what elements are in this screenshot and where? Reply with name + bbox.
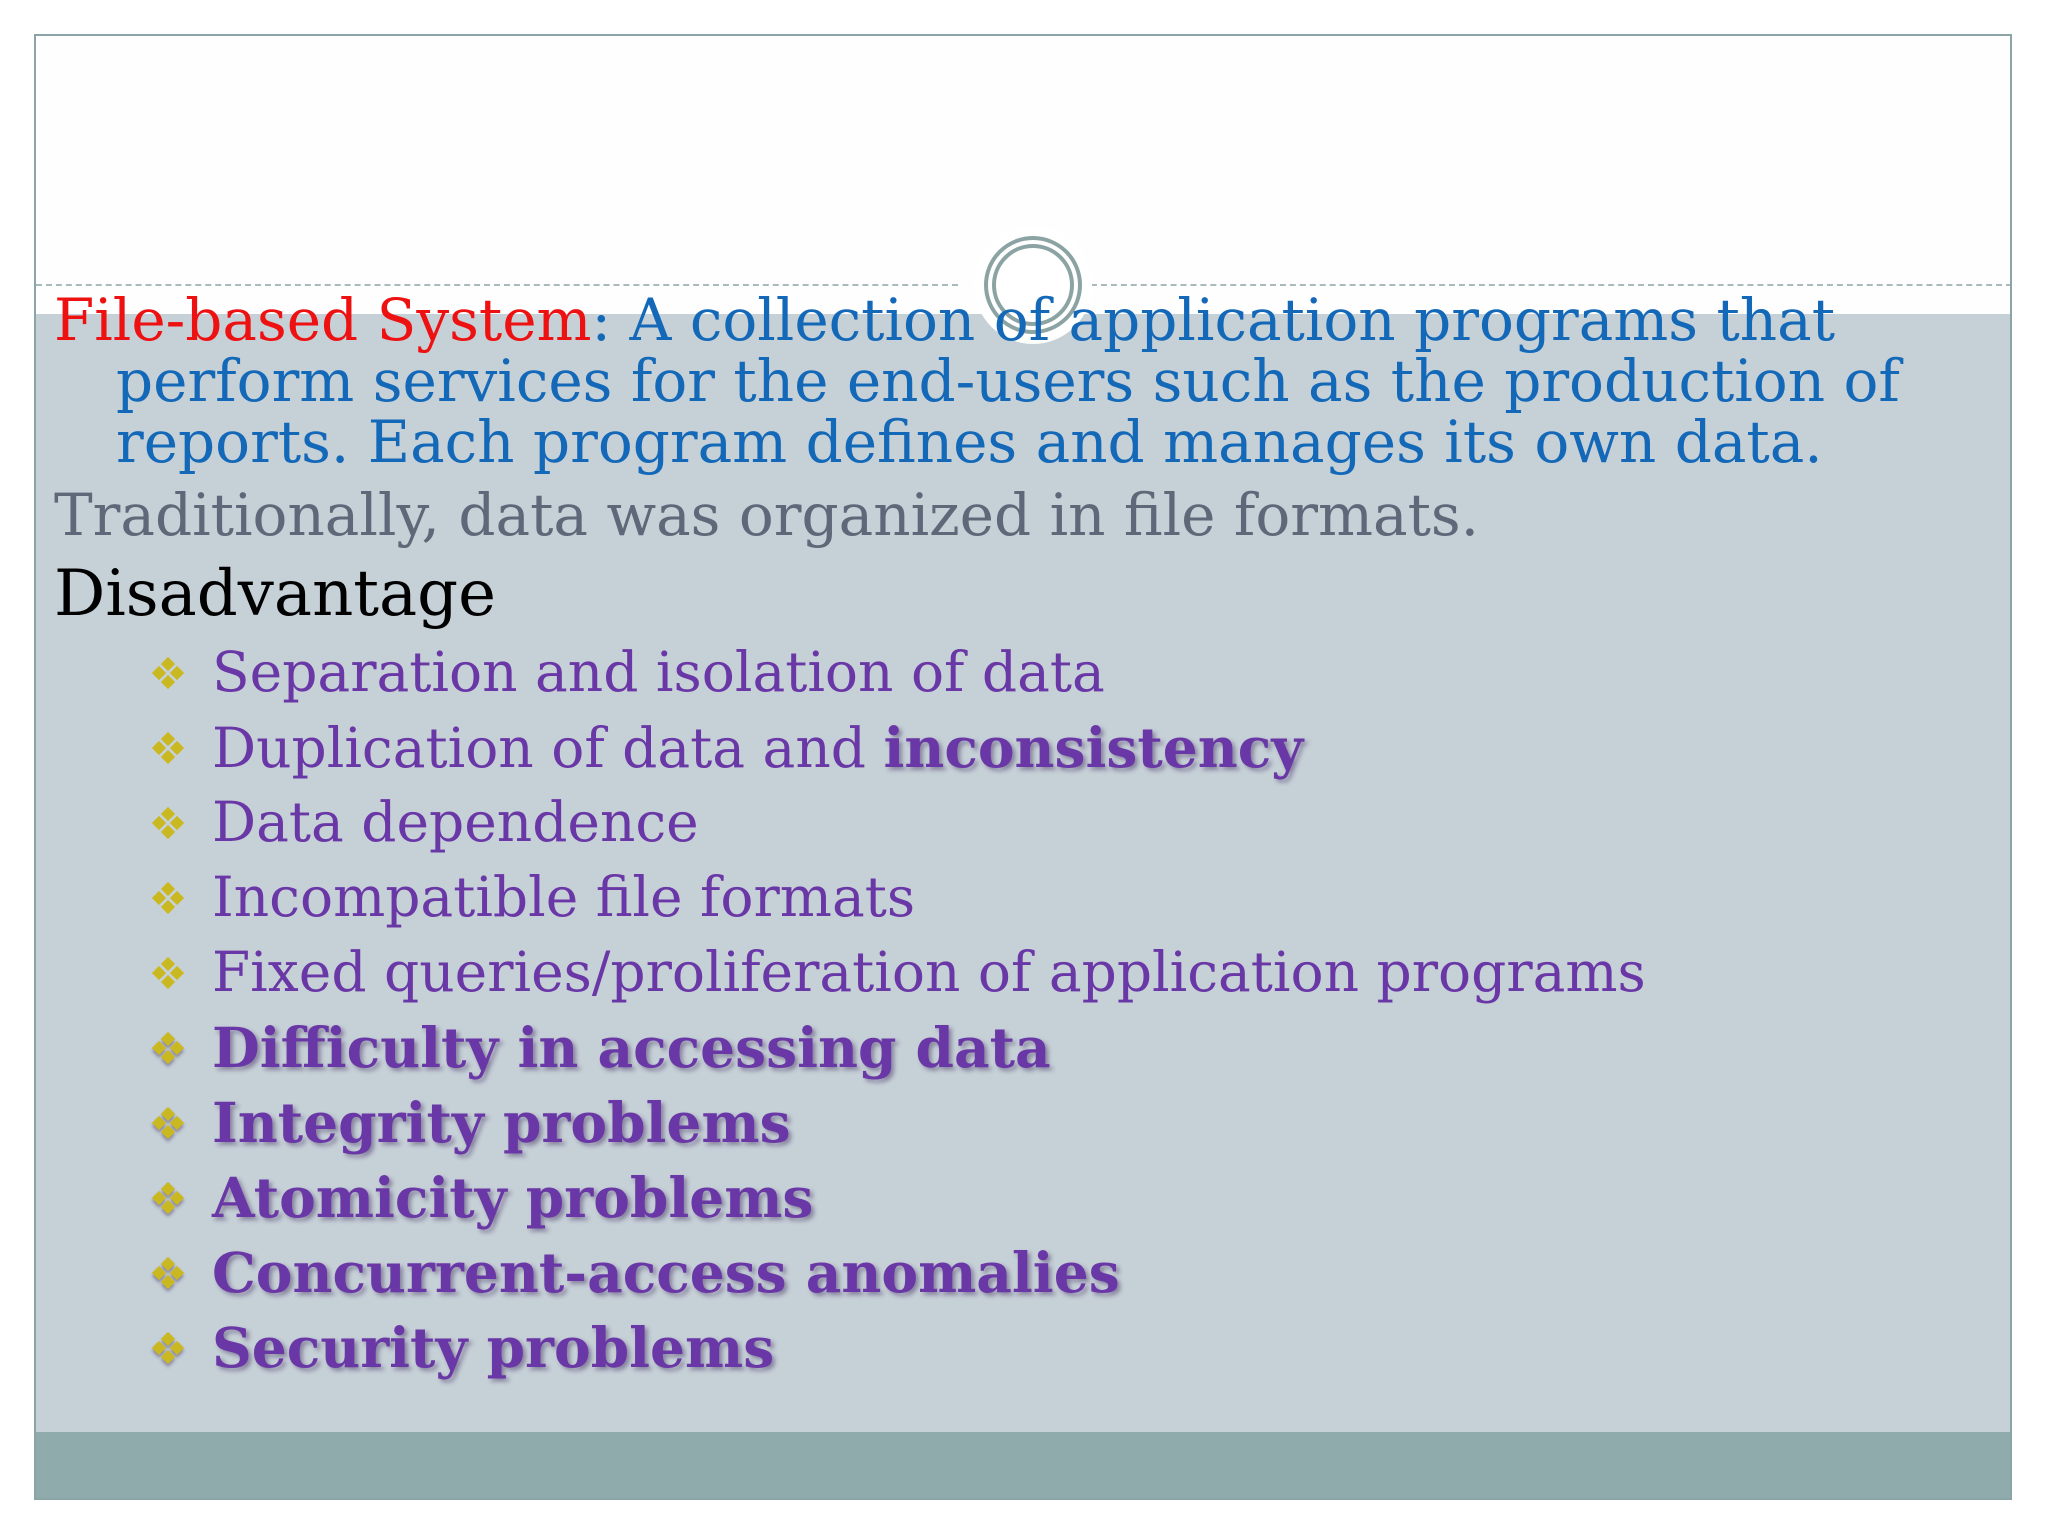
- disadvantage-item: [54, 785, 1934, 860]
- four-diamond-bullet-icon: [154, 1109, 182, 1137]
- disadvantage-text: Difficulty in accessing data: [212, 1015, 1051, 1080]
- disadvantage-list: [54, 635, 1934, 1385]
- disadvantage-item: [54, 1010, 1934, 1085]
- disadvantage-item: [54, 635, 1934, 710]
- disadvantage-text: Atomicity problems: [212, 1165, 814, 1230]
- disadvantage-text: Data dependence: [212, 790, 699, 854]
- disadvantage-heading: Disadvantage: [54, 557, 496, 631]
- four-diamond-bullet-icon: [154, 1334, 182, 1362]
- four-diamond-bullet-icon: [154, 1184, 182, 1212]
- four-diamond-bullet-icon: [154, 959, 182, 987]
- disadvantage-text: Separation and isolation of data: [212, 640, 1105, 704]
- slide-body: [54, 286, 1934, 1385]
- traditional-note: Traditionally, data was organized in file formats.: [54, 481, 1480, 549]
- disadvantage-text: Concurrent-access anomalies: [212, 1240, 1120, 1305]
- definition-term: File-based System: [54, 286, 592, 354]
- disadvantage-item: [54, 935, 1934, 1010]
- four-diamond-bullet-icon: [154, 734, 182, 762]
- disadvantage-item: [54, 1160, 1934, 1235]
- four-diamond-bullet-icon: [154, 659, 182, 687]
- disadvantage-item: [54, 710, 1934, 785]
- disadvantage-item: [54, 1085, 1934, 1160]
- disadvantage-text: Duplication of data and: [212, 716, 884, 780]
- four-diamond-bullet-icon: [154, 1034, 182, 1062]
- disadvantage-text: Incompatible file formats: [212, 865, 916, 929]
- disadvantage-text: Integrity problems: [212, 1090, 791, 1155]
- definition-text: : A collection of application programs that perform services for the end-users such as the production of reports. Each program defines and manages its own data.: [116, 286, 1900, 476]
- disadvantage-text: Security problems: [212, 1315, 775, 1380]
- disadvantage-item: [54, 1235, 1934, 1310]
- definition-paragraph: [54, 286, 1934, 476]
- slide-footer-bar: [36, 1432, 2010, 1498]
- four-diamond-bullet-icon: [154, 809, 182, 837]
- disadvantage-item: [54, 860, 1934, 935]
- four-diamond-bullet-icon: [154, 884, 182, 912]
- disadvantage-item: [54, 1310, 1934, 1385]
- disadvantage-text: Fixed queries/proliferation of application programs: [212, 940, 1646, 1004]
- disadvantage-emphasis: inconsistency: [883, 715, 1304, 780]
- four-diamond-bullet-icon: [154, 1259, 182, 1287]
